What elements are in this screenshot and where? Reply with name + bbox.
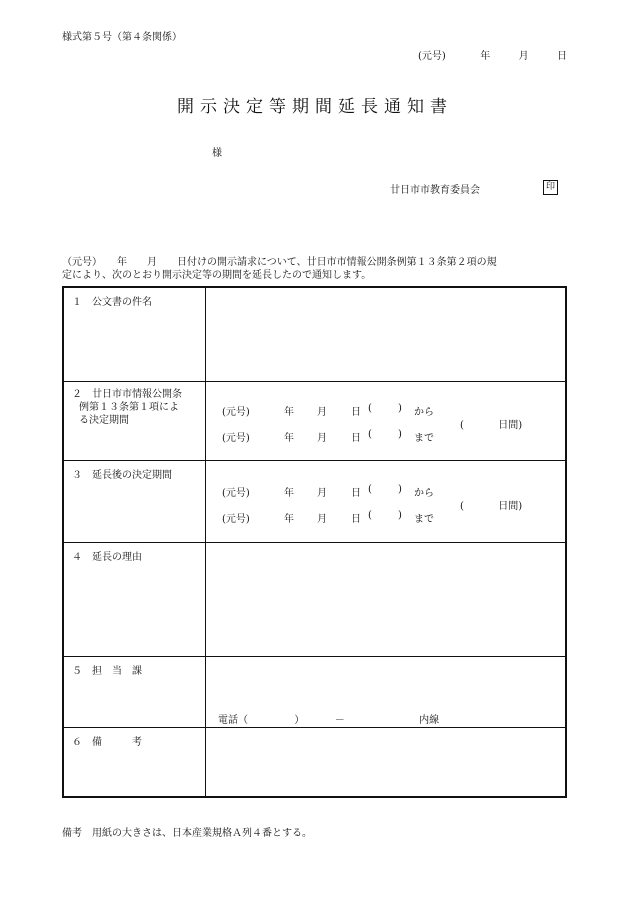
issue-date (418, 47, 567, 62)
period-to: まで (414, 433, 434, 444)
phone-dash: － (334, 715, 345, 726)
days-label: 日間) (498, 420, 523, 431)
row-label-reason: ４ 延長の理由 (72, 552, 142, 563)
days-open: ( (460, 420, 464, 431)
weekday-close: ) (398, 403, 402, 414)
period-era: (元号) (222, 514, 250, 525)
date-month: 月 (518, 51, 529, 62)
intro-line-2: 定により、次のとおり開示決定等の期間を延長したので通知します。 (62, 270, 372, 281)
weekday-open: ( (368, 403, 372, 414)
row-label-original-period (72, 388, 182, 427)
row-label-document-name: １ 公文書の件名 (72, 297, 152, 308)
weekday-close: ) (398, 429, 402, 440)
notes-field[interactable] (206, 728, 567, 796)
period-era: (元号) (222, 407, 250, 418)
period-month: 月 (317, 488, 327, 499)
days-label: 日間) (498, 501, 523, 512)
days-open: ( (460, 501, 464, 512)
period-era: (元号) (222, 488, 250, 499)
period-day: 日 (351, 488, 361, 499)
weekday-open: ( (368, 429, 372, 440)
period-day: 日 (351, 433, 361, 444)
weekday-close: ) (398, 510, 402, 521)
form-number: 様式第５号（第４条関係） (62, 32, 182, 43)
row-divider (64, 381, 565, 382)
extension-form-table (62, 286, 567, 798)
issuer-name: 廿日市市教育委員会 (390, 185, 480, 196)
period-era: (元号) (222, 433, 250, 444)
row-divider (64, 460, 565, 461)
seal-mark: 印 (543, 180, 558, 195)
row-label-department: ５ 担 当 課 (72, 666, 142, 677)
row-divider (64, 656, 565, 657)
period-month: 月 (317, 514, 327, 525)
date-era: (元号) (418, 51, 446, 62)
row-label-original-period-line3: る決定期間 (79, 415, 129, 426)
period-year: 年 (284, 488, 294, 499)
date-day: 日 (556, 51, 567, 62)
extended-period-days[interactable] (460, 497, 522, 512)
period-to: まで (414, 514, 434, 525)
period-year: 年 (284, 407, 294, 418)
period-year: 年 (284, 433, 294, 444)
period-month: 月 (317, 433, 327, 444)
footer-remarks: 備考 用紙の大きさは、日本産業規格Ａ列４番とする。 (62, 828, 312, 839)
row-label-extended-period: ３ 延長後の決定期間 (72, 470, 172, 481)
weekday-open: ( (368, 510, 372, 521)
weekday-close: ) (398, 484, 402, 495)
phone-line[interactable] (218, 711, 439, 726)
document-name-field[interactable] (206, 288, 567, 381)
phone-close: ） (294, 715, 305, 726)
row-label-original-period-line1: ２ 廿日市市情報公開条 (72, 389, 182, 400)
original-period-days[interactable] (460, 416, 522, 431)
period-year: 年 (284, 514, 294, 525)
phone-label: 電話（ (218, 715, 248, 726)
reason-field[interactable] (206, 543, 567, 656)
period-month: 月 (317, 407, 327, 418)
addressee-suffix: 様 (212, 148, 222, 159)
intro-paragraph (62, 256, 574, 282)
period-from: から (414, 488, 434, 499)
row-label-notes: ６ 備 考 (72, 737, 142, 748)
document-title: 開示決定等期間延長通知書 (177, 97, 453, 117)
intro-line-1: （元号） 年 月 日付けの開示請求について、廿日市市情報公開条例第１３条第２項の規 (62, 257, 497, 268)
period-day: 日 (351, 407, 361, 418)
extension-label: 内線 (419, 715, 440, 726)
date-year: 年 (480, 51, 491, 62)
row-label-original-period-line2: 例第１３条第１項によ (79, 402, 179, 413)
weekday-open: ( (368, 484, 372, 495)
period-from: から (414, 407, 434, 418)
period-day: 日 (351, 514, 361, 525)
